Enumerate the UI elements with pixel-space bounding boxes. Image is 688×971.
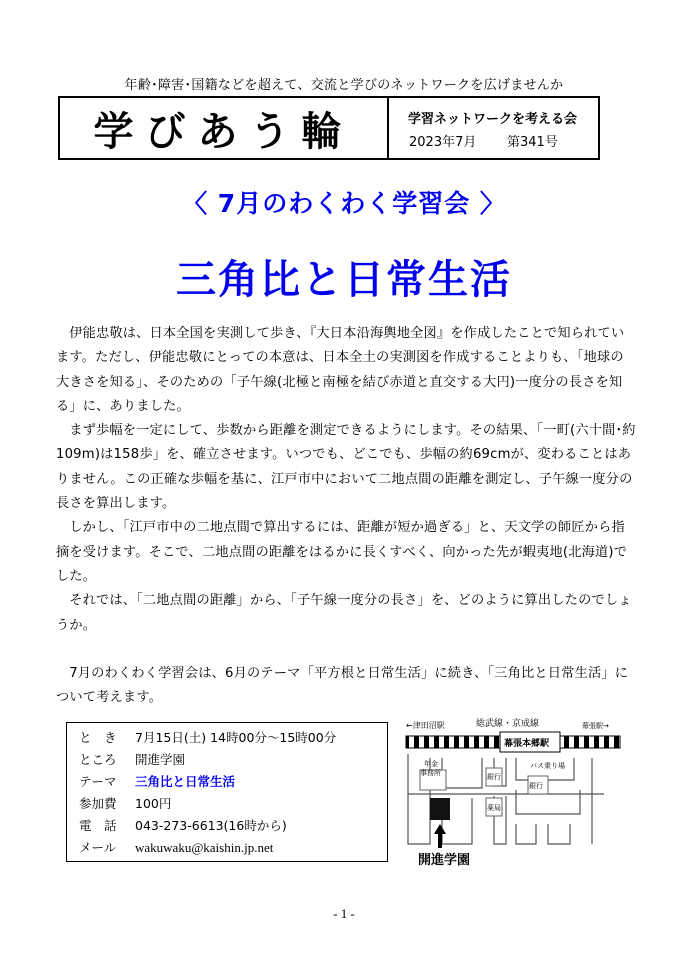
map-label-bank: 銀行 xyxy=(487,773,501,781)
info-value: 三角比と日常生活 xyxy=(135,774,236,789)
info-value: 100円 xyxy=(135,796,172,811)
map-label-line: 総武線・京成線 xyxy=(476,719,540,729)
paragraph: それでは、「二地点間の距離」から、「子午線一度分の長さ」を、どのように算出したのでしょうか。 xyxy=(56,593,632,633)
info-label: メール xyxy=(79,840,117,855)
paragraph: しかし、「江戸市中の二地点間で算出するには、距離が短か過ぎる」と、天文学の師匠から指摘を受けます。そこで、二地点間の距離をはるかに長くすべく、向かった先が蝦夷地(北海道)でした。 xyxy=(56,520,628,584)
info-label: テーマ xyxy=(79,774,117,789)
info-value: 7月15日(土) 14時00分～15時00分 xyxy=(135,730,337,745)
map-label-destination: 開進学園 xyxy=(418,853,471,868)
info-label: 参加費 xyxy=(79,796,117,811)
info-label: ところ xyxy=(79,752,117,767)
paragraph: 伊能忠敬は、日本全国を実測して歩き、『大日本沿海輿地全図』を作成したことで知られています。ただし、伊能忠敬にとっての本意は、日本全土の実測図を作成することよりも、「地球の大きさを知る」、そのための「子午線(北極と南極を結び赤道と直交する大円)一度分の長さを知る」に、ありました。 xyxy=(56,326,625,414)
issue-number: 第341号 xyxy=(507,135,558,150)
article-body xyxy=(56,322,636,710)
map-label-bus: バス乗り場 xyxy=(530,762,565,770)
newsletter-logo: 学びあう輪 xyxy=(60,98,389,158)
masthead xyxy=(58,96,600,160)
map-label-station: 幕張本郷駅 xyxy=(504,739,550,749)
tagline: 年齢･障害･国籍などを超えて、交流と学びのネットワークを広げませんか xyxy=(124,78,564,93)
issue-date: 2023年7月 xyxy=(409,135,477,150)
access-map xyxy=(404,716,622,876)
main-title: 三角比と日常生活 xyxy=(176,257,512,303)
info-value: 開進学園 xyxy=(135,752,186,767)
map-label-bank2: 銀行 xyxy=(529,782,543,790)
paragraph: 7月のわくわく学習会は、6月のテーマ「平方根と日常生活」に続き、「三角比と日常生活」について考えます。 xyxy=(56,665,629,706)
map-label-left-station: ←津田沼駅 xyxy=(406,721,445,730)
kaishin-gakuen-block xyxy=(430,798,450,820)
event-title: 〈 7月のわくわく学習会 〉 xyxy=(182,189,506,218)
info-value: 043-273-6613(16時から) xyxy=(135,818,287,833)
event-info-box xyxy=(66,722,388,862)
map-label-right-station: 幕張駅→ xyxy=(582,722,609,730)
info-label: と き xyxy=(79,730,117,745)
info-value: wakuwaku@kaishin.jp.net xyxy=(135,840,274,855)
paragraph: まず歩幅を一定にして、歩数から距離を測定できるようにします。その結果、「一町(六十間･約109m)は158歩」を、確立させます。いつでも、どこでも、歩幅の約69cmが、変わることはありません。この正確な歩幅を基に、江戸市中において二地点間の距離を測定し、子午線一度分の長さを算出します。 xyxy=(56,423,636,512)
info-label: 電 話 xyxy=(79,818,117,833)
map-label-pension: 年金事務所 xyxy=(420,760,441,777)
map-label-pharmacy: 薬局 xyxy=(487,804,501,812)
page-number: - 1 - xyxy=(333,906,355,921)
org-name: 学習ネットワークを考える会 xyxy=(407,112,577,127)
